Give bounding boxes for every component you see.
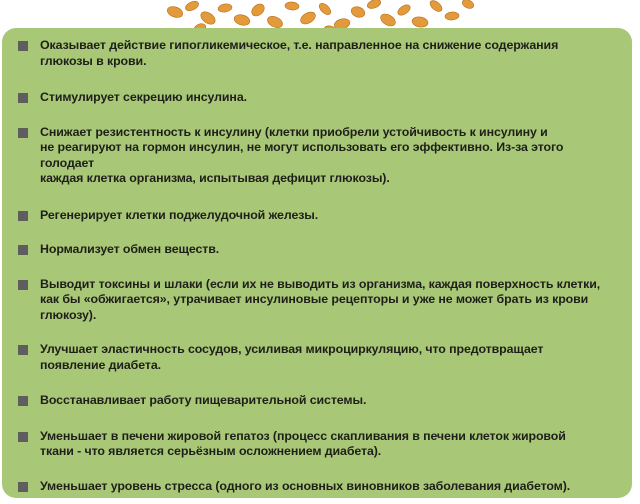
square-bullet-icon (18, 345, 28, 355)
square-bullet-icon (18, 396, 28, 406)
list-item-text: Уменьшает уровень стресса (одного из основных виновников заболевания диабетом). (40, 478, 571, 493)
square-bullet-icon (18, 211, 28, 221)
square-bullet-icon (18, 128, 28, 138)
list-item (16, 208, 618, 224)
square-bullet-icon (18, 432, 28, 442)
list-item-text: Восстанавливает работу пищеварительной системы. (40, 393, 367, 407)
square-bullet-icon (18, 280, 28, 290)
list-item-text: Оказывает действие гипогликемическое, т.е. направленное на снижение содержания глюкозы в крови. (40, 38, 559, 68)
list-item (16, 429, 618, 460)
list-item (16, 277, 618, 324)
list-item-text: Снижает резистентность к инсулину (клетки приобрели устойчивость к инсулину и не реагируют на гормон инсулин, не могут использовать его эффективно. Из-за этого голодает каждая клетка организма, испытывая дефицит глюкозы). (40, 124, 564, 185)
list-item (16, 90, 618, 106)
list-item-text: Регенерирует клетки поджелудочной железы. (40, 207, 319, 222)
list-item-text: Выводит токсины и шлаки (если их не выводить из организма, каждая поверхность клетки, как бы «обжигается», утрачивает инсулиновые рецепторы и уже не может брать из крови глюкозу). (40, 276, 601, 322)
list-item-text: Стимулирует секрецию инсулина. (40, 90, 247, 104)
square-bullet-icon (18, 245, 28, 255)
square-bullet-icon (18, 482, 28, 492)
list-item (16, 242, 618, 258)
square-bullet-icon (18, 93, 28, 103)
benefits-panel (2, 28, 632, 498)
list-item (16, 38, 618, 69)
list-item (16, 342, 618, 373)
list-item (16, 125, 618, 187)
list-item-text: Уменьшает в печени жировой гепатоз (процесс скапливания в печени клеток жировой ткани - что является серьёзным осложнением диабета). (40, 428, 566, 458)
list-item (16, 393, 618, 409)
square-bullet-icon (18, 41, 28, 51)
benefits-list (16, 38, 618, 494)
list-item (16, 479, 618, 495)
list-item-text: Улучшает эластичность сосудов, усиливая микроциркуляцию, что предотвращает появление диабета. (40, 342, 544, 372)
list-item-text: Нормализует обмен веществ. (40, 242, 220, 256)
